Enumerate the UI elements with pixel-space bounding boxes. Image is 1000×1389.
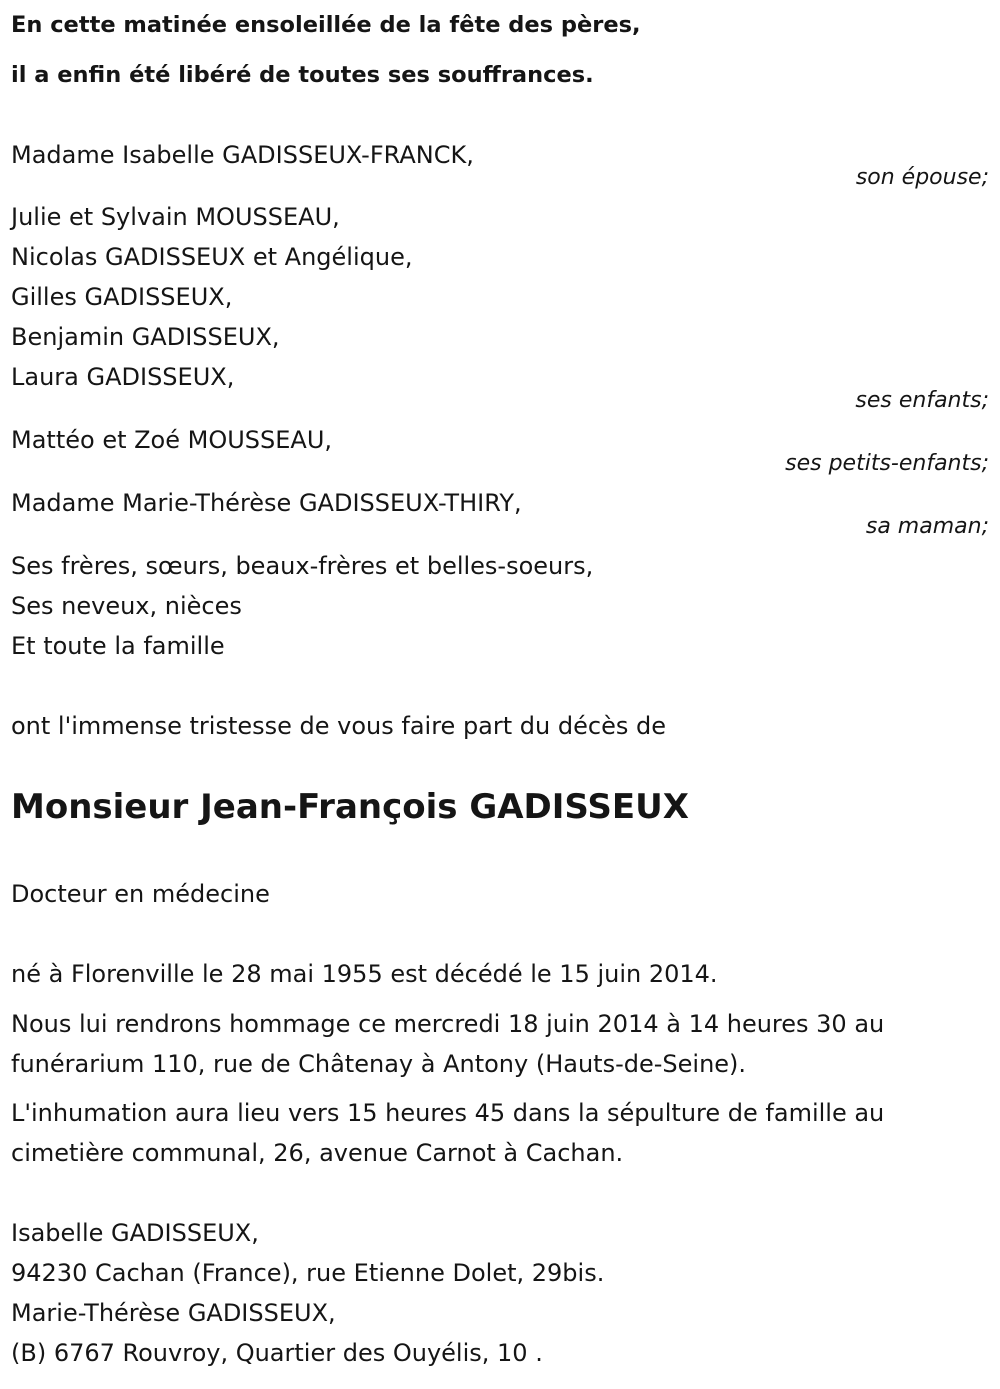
burial-line-2: cimetière communal, 26, avenue Carnot à Cachan.: [11, 1139, 624, 1167]
spouse-role: son épouse;: [855, 165, 989, 190]
extended-family-line-2: Ses neveux, nièces: [11, 592, 242, 620]
contact-line-3: Marie-Thérèse GADISSEUX,: [11, 1299, 336, 1327]
deceased-profession: Docteur en médecine: [11, 880, 270, 908]
child-name-5: Laura GADISSEUX,: [11, 363, 235, 391]
mother-role: sa maman;: [865, 514, 989, 539]
deceased-dates: né à Florenville le 28 mai 1955 est décédé le 15 juin 2014.: [11, 960, 718, 988]
grandchildren-name: Mattéo et Zoé MOUSSEAU,: [11, 426, 333, 454]
extended-family-line-1: Ses frères, sœurs, beaux-frères et belles-soeurs,: [11, 552, 594, 580]
announcement-text: ont l'immense tristesse de vous faire part du décès de: [11, 712, 666, 740]
homage-line-1: Nous lui rendrons hommage ce mercredi 18 juin 2014 à 14 heures 30 au: [11, 1010, 885, 1038]
burial-line-1: L'inhumation aura lieu vers 15 heures 45 dans la sépulture de famille au: [11, 1099, 885, 1127]
child-name-2: Nicolas GADISSEUX et Angélique,: [11, 243, 413, 271]
extended-family-line-3: Et toute la famille: [11, 632, 225, 660]
contact-line-4: (B) 6767 Rouvroy, Quartier des Ouyélis, 10 .: [11, 1339, 543, 1367]
intro-line-1: En cette matinée ensoleillée de la fête des pères,: [11, 12, 641, 38]
mother-name: Madame Marie-Thérèse GADISSEUX-THIRY,: [11, 489, 522, 517]
children-role: ses enfants;: [855, 388, 989, 413]
homage-line-2: funérarium 110, rue de Châtenay à Antony (Hauts-de-Seine).: [11, 1050, 747, 1078]
deceased-name: Monsieur Jean-François GADISSEUX: [11, 787, 689, 827]
contact-line-2: 94230 Cachan (France), rue Etienne Dolet, 29bis.: [11, 1259, 605, 1287]
child-name-1: Julie et Sylvain MOUSSEAU,: [11, 203, 340, 231]
child-name-4: Benjamin GADISSEUX,: [11, 323, 280, 351]
contact-line-1: Isabelle GADISSEUX,: [11, 1219, 259, 1247]
spouse-name: Madame Isabelle GADISSEUX-FRANCK,: [11, 141, 474, 169]
grandchildren-role: ses petits-enfants;: [785, 451, 989, 476]
intro-line-2: il a enfin été libéré de toutes ses souffrances.: [11, 62, 594, 88]
child-name-3: Gilles GADISSEUX,: [11, 283, 233, 311]
